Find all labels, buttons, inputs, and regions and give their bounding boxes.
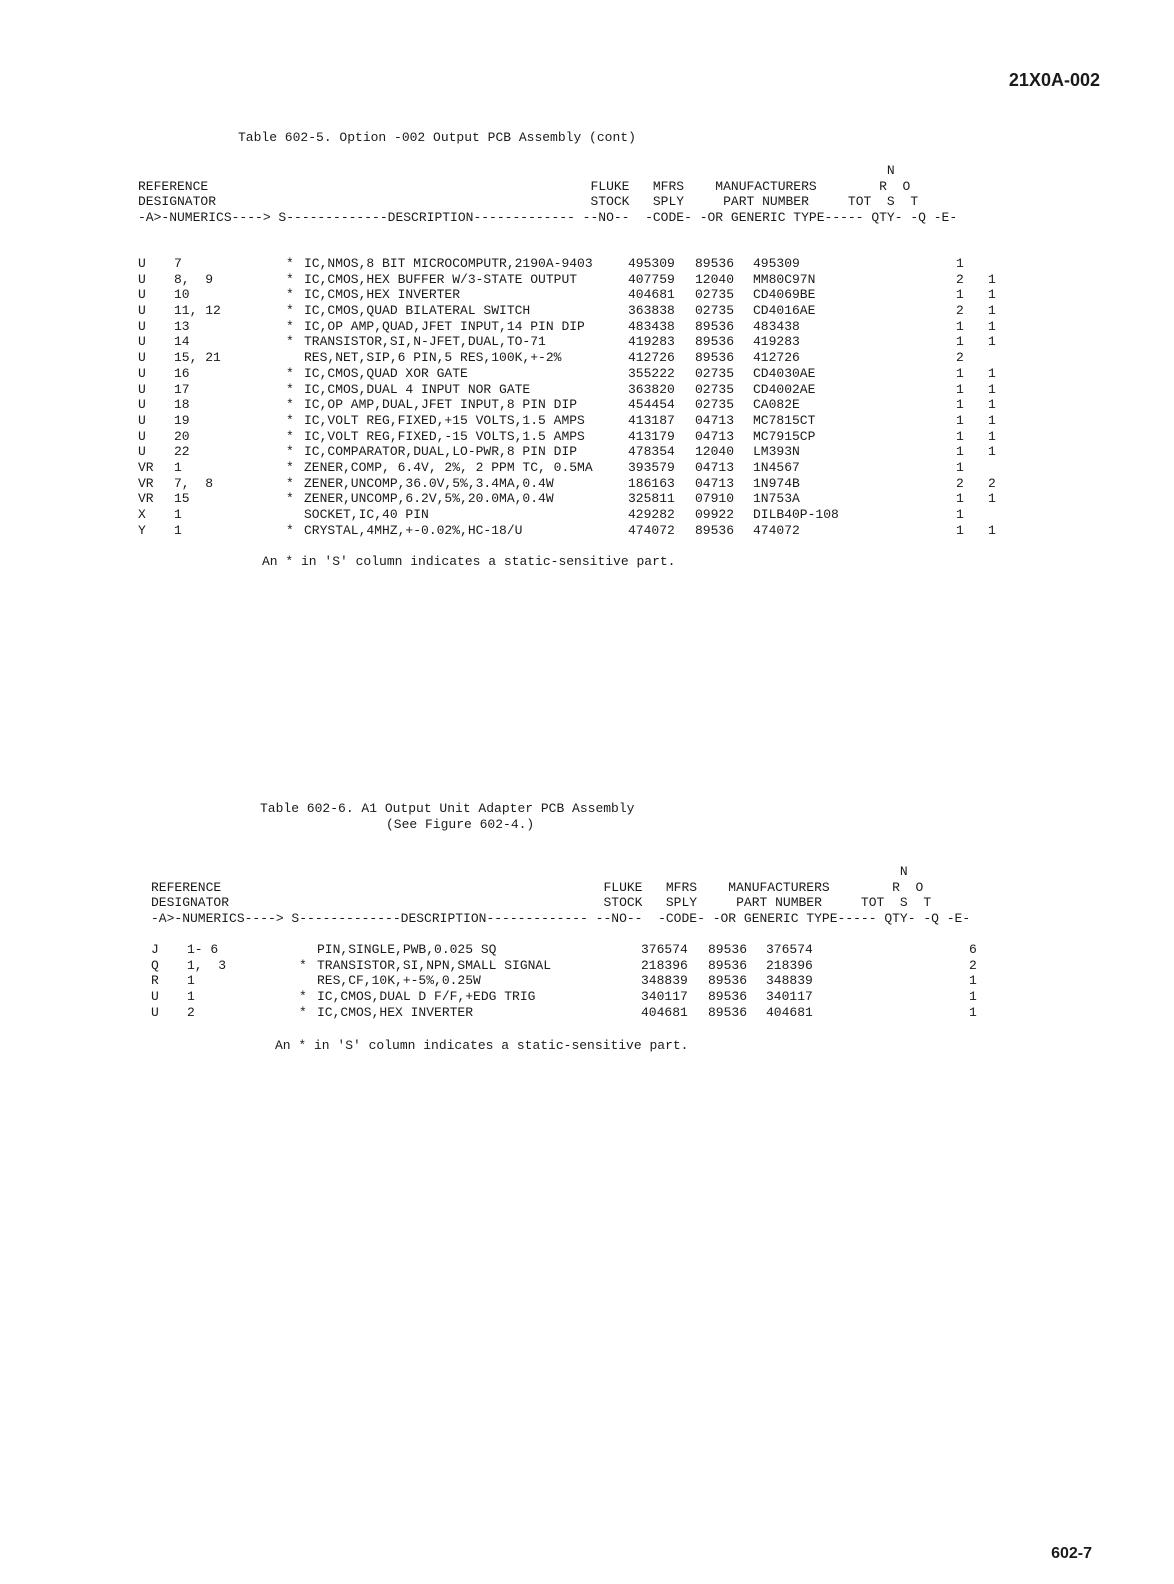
cell-s: *: [286, 459, 294, 475]
cell-qty: 1: [956, 444, 964, 460]
cell-qty: 1: [956, 412, 964, 428]
cell-stock: 478354: [628, 444, 675, 460]
cell-num: 2: [187, 1004, 195, 1020]
cell-qty: 1: [956, 381, 964, 397]
cell-stock: 348839: [641, 973, 688, 989]
cell-code: 89536: [708, 989, 748, 1005]
cell-num: 17: [174, 381, 190, 397]
cell-ref: U: [138, 271, 146, 287]
cell-qty: 1: [956, 318, 964, 334]
cell-rsq: 2: [988, 475, 996, 491]
cell-part: 404681: [766, 1004, 813, 1020]
cell-ref: X: [138, 507, 146, 522]
cell-s: *: [286, 444, 294, 460]
cell-ref: U: [138, 303, 146, 319]
cell-code: 09922: [695, 507, 735, 522]
cell-stock: 495309: [628, 256, 675, 271]
table-row: [138, 397, 1038, 413]
cell-rsq: 1: [988, 397, 996, 413]
cell-code: 89536: [695, 334, 735, 350]
table-row: [138, 334, 1038, 350]
cell-part: MM80C97N: [753, 271, 816, 287]
table-row: [138, 319, 1038, 335]
cell-code: 89536: [695, 256, 735, 271]
cell-s: *: [286, 381, 294, 397]
cell-s: *: [286, 491, 294, 507]
cell-desc: IC,CMOS,HEX INVERTER: [304, 287, 461, 303]
cell-qty: 1: [956, 287, 964, 303]
cell-ref: U: [138, 444, 146, 460]
cell-stock: 404681: [641, 1004, 688, 1020]
cell-num: 1: [174, 459, 182, 475]
cell-num: 7, 8: [174, 475, 214, 491]
cell-part: 483438: [753, 318, 800, 334]
cell-code: 02735: [695, 397, 735, 413]
cell-s: *: [299, 989, 307, 1005]
cell-rsq: 1: [988, 444, 996, 460]
table-row: [138, 303, 1038, 319]
cell-ref: U: [138, 397, 146, 413]
cell-part: 340117: [766, 989, 813, 1005]
cell-stock: 413187: [628, 412, 675, 428]
cell-qty: 1: [956, 522, 964, 538]
cell-ref: U: [138, 428, 146, 444]
cell-num: 11, 12: [174, 303, 221, 319]
cell-ref: VR: [138, 475, 154, 491]
cell-rsq: 1: [988, 271, 996, 287]
cell-stock: 454454: [628, 397, 675, 413]
cell-part: 1N974B: [753, 475, 800, 491]
cell-stock: 419283: [628, 334, 675, 350]
cell-s: *: [299, 1004, 307, 1020]
cell-s: *: [286, 271, 294, 287]
cell-s: *: [286, 522, 294, 538]
table-row: [151, 942, 1051, 958]
table6-body: [151, 942, 1051, 1020]
cell-s: *: [286, 256, 294, 271]
table6-note: An * in 'S' column indicates a static-sensitive part.: [275, 1038, 689, 1053]
cell-part: 348839: [766, 973, 813, 989]
table6-title: Table 602-6. A1 Output Unit Adapter PCB Assembly: [260, 801, 635, 816]
cell-desc: RES,NET,SIP,6 PIN,5 RES,100K,+-2%: [304, 350, 562, 366]
cell-part: 474072: [753, 522, 800, 538]
cell-part: MC7815CT: [753, 412, 816, 428]
cell-num: 14: [174, 334, 190, 350]
cell-part: CD4069BE: [753, 287, 816, 303]
cell-qty: 1: [956, 428, 964, 444]
page-number: 602-7: [1051, 1545, 1092, 1562]
cell-desc: SOCKET,IC,40 PIN: [304, 507, 429, 522]
table5-header: [138, 163, 957, 226]
cell-num: 16: [174, 365, 190, 381]
cell-desc: RES,CF,10K,+-5%,0.25W: [317, 973, 481, 989]
table-row: [138, 523, 1038, 539]
cell-desc: TRANSISTOR,SI,N-JFET,DUAL,TO-71: [304, 334, 546, 350]
table-row: [151, 1005, 1051, 1021]
cell-rsq: 1: [988, 428, 996, 444]
table-header-line: -A>-NUMERICS----> S-------------DESCRIPTION------------- --NO-- -CODE- -OR GENERIC TYPE----- QTY- -Q -E-: [151, 911, 971, 927]
table-header-line: DESIGNATOR STOCK SPLY PART NUMBER TOT S T: [151, 895, 932, 911]
table-header-line: REFERENCE FLUKE MFRS MANUFACTURERS R O: [138, 178, 911, 194]
cell-num: 1- 6: [187, 942, 219, 957]
cell-stock: 474072: [628, 522, 675, 538]
cell-ref: U: [138, 350, 146, 366]
table-row: [138, 413, 1038, 429]
cell-code: 12040: [695, 444, 735, 460]
cell-desc: ZENER,UNCOMP,6.2V,5%,20.0MA,0.4W: [304, 491, 554, 507]
cell-ref: U: [138, 256, 146, 271]
cell-qty: 6: [969, 942, 977, 957]
cell-part: 1N4567: [753, 459, 800, 475]
cell-part: 412726: [753, 350, 800, 366]
cell-qty: 1: [956, 334, 964, 350]
cell-s: *: [286, 428, 294, 444]
cell-part: 419283: [753, 334, 800, 350]
cell-desc: CRYSTAL,4MHZ,+-0.02%,HC-18/U: [304, 522, 523, 538]
cell-num: 7: [174, 256, 182, 271]
table-row: [138, 350, 1038, 366]
cell-part: 376574: [766, 942, 813, 957]
cell-qty: 2: [956, 303, 964, 319]
cell-stock: 363838: [628, 303, 675, 319]
cell-stock: 483438: [628, 318, 675, 334]
cell-desc: IC,CMOS,DUAL 4 INPUT NOR GATE: [304, 381, 531, 397]
cell-qty: 1: [956, 256, 964, 271]
table-header-line: N: [138, 163, 895, 178]
cell-ref: U: [138, 381, 146, 397]
cell-num: 19: [174, 412, 190, 428]
cell-part: CD4030AE: [753, 365, 816, 381]
cell-qty: 1: [969, 973, 977, 989]
cell-code: 02735: [695, 303, 735, 319]
cell-desc: IC,OP AMP,DUAL,JFET INPUT,8 PIN DIP: [304, 397, 578, 413]
cell-desc: ZENER,UNCOMP,36.0V,5%,3.4MA,0.4W: [304, 475, 554, 491]
cell-qty: 1: [956, 459, 964, 475]
cell-desc: IC,CMOS,HEX INVERTER: [317, 1004, 474, 1020]
table-row: [138, 491, 1038, 507]
table-row: [151, 958, 1051, 974]
cell-code: 04713: [695, 412, 735, 428]
cell-ref: J: [151, 942, 159, 957]
cell-rsq: 1: [988, 522, 996, 538]
cell-part: LM393N: [753, 444, 800, 460]
cell-s: *: [286, 318, 294, 334]
table5-body: [138, 256, 1038, 538]
table-row: [138, 429, 1038, 445]
cell-stock: 407759: [628, 271, 675, 287]
cell-rsq: 1: [988, 303, 996, 319]
cell-ref: U: [138, 287, 146, 303]
cell-stock: 363820: [628, 381, 675, 397]
cell-desc: ZENER,COMP, 6.4V, 2%, 2 PPM TC, 0.5MA: [304, 459, 593, 475]
cell-num: 8, 9: [174, 271, 214, 287]
cell-desc: IC,NMOS,8 BIT MICROCOMPUTR,2190A-9403: [304, 256, 593, 271]
table-row: [138, 272, 1038, 288]
cell-num: 15, 21: [174, 350, 221, 366]
table-row: [138, 256, 1038, 272]
cell-num: 15: [174, 491, 190, 507]
cell-stock: 218396: [641, 957, 688, 973]
cell-s: *: [286, 365, 294, 381]
cell-ref: R: [151, 973, 159, 989]
cell-s: *: [286, 397, 294, 413]
table-header-line: N: [151, 864, 908, 879]
cell-part: 218396: [766, 957, 813, 973]
cell-desc: TRANSISTOR,SI,NPN,SMALL SIGNAL: [317, 957, 552, 973]
cell-code: 89536: [708, 957, 748, 973]
cell-code: 04713: [695, 459, 735, 475]
cell-ref: VR: [138, 459, 154, 475]
cell-desc: PIN,SINGLE,PWB,0.025 SQ: [317, 942, 497, 957]
table-row: [138, 366, 1038, 382]
cell-part: 495309: [753, 256, 800, 271]
cell-num: 1, 3: [187, 957, 227, 973]
cell-desc: IC,COMPARATOR,DUAL,LO-PWR,8 PIN DIP: [304, 444, 578, 460]
cell-stock: 393579: [628, 459, 675, 475]
cell-num: 10: [174, 287, 190, 303]
table-row: [138, 287, 1038, 303]
table-row: [138, 460, 1038, 476]
cell-num: 1: [174, 522, 182, 538]
cell-qty: 2: [956, 271, 964, 287]
cell-part: DILB40P-108: [753, 507, 839, 522]
cell-qty: 1: [956, 507, 964, 522]
table-header-line: REFERENCE FLUKE MFRS MANUFACTURERS R O: [151, 879, 924, 895]
cell-ref: U: [138, 334, 146, 350]
cell-code: 89536: [695, 522, 735, 538]
cell-part: MC7915CP: [753, 428, 816, 444]
cell-qty: 1: [956, 365, 964, 381]
cell-stock: 413179: [628, 428, 675, 444]
table-row: [138, 476, 1038, 492]
table6-header: [151, 864, 970, 927]
table-row: [138, 507, 1038, 523]
cell-ref: Y: [138, 522, 146, 538]
cell-rsq: 1: [988, 491, 996, 507]
cell-num: 18: [174, 397, 190, 413]
cell-qty: 2: [969, 957, 977, 973]
cell-rsq: 1: [988, 287, 996, 303]
cell-part: CD4016AE: [753, 303, 816, 319]
cell-code: 04713: [695, 428, 735, 444]
cell-ref: Q: [151, 957, 159, 973]
cell-qty: 1: [956, 397, 964, 413]
cell-stock: 376574: [641, 942, 688, 957]
cell-code: 02735: [695, 287, 735, 303]
cell-part: CA082E: [753, 397, 800, 413]
table5-note: An * in 'S' column indicates a static-sensitive part.: [262, 554, 676, 569]
cell-qty: 1: [969, 989, 977, 1005]
table-row: [151, 989, 1051, 1005]
cell-s: *: [286, 334, 294, 350]
cell-num: 1: [187, 973, 195, 989]
cell-part: CD4002AE: [753, 381, 816, 397]
cell-stock: 404681: [628, 287, 675, 303]
cell-s: *: [299, 957, 307, 973]
cell-num: 1: [174, 507, 182, 522]
cell-stock: 429282: [628, 507, 675, 522]
cell-s: *: [286, 412, 294, 428]
cell-code: 89536: [695, 318, 735, 334]
table-row: [138, 444, 1038, 460]
cell-desc: IC,VOLT REG,FIXED,+15 VOLTS,1.5 AMPS: [304, 412, 585, 428]
cell-rsq: 1: [988, 365, 996, 381]
table6-subtitle: (See Figure 602-4.): [386, 817, 535, 832]
cell-rsq: 1: [988, 412, 996, 428]
cell-s: *: [286, 287, 294, 303]
cell-ref: U: [138, 365, 146, 381]
table-header-line: DESIGNATOR STOCK SPLY PART NUMBER TOT S T: [138, 194, 919, 210]
cell-num: 13: [174, 318, 190, 334]
cell-desc: IC,CMOS,HEX BUFFER W/3-STATE OUTPUT: [304, 271, 578, 287]
cell-rsq: 1: [988, 318, 996, 334]
cell-num: 1: [187, 989, 195, 1005]
cell-code: 07910: [695, 491, 735, 507]
cell-desc: IC,OP AMP,QUAD,JFET INPUT,14 PIN DIP: [304, 318, 585, 334]
cell-ref: U: [151, 989, 159, 1005]
cell-num: 20: [174, 428, 190, 444]
cell-qty: 2: [956, 350, 964, 366]
cell-code: 89536: [708, 1004, 748, 1020]
cell-desc: IC,CMOS,QUAD XOR GATE: [304, 365, 468, 381]
cell-s: *: [286, 303, 294, 319]
table-header-line: -A>-NUMERICS----> S-------------DESCRIPTION------------- --NO-- -CODE- -OR GENERIC TYPE----- QTY- -Q -E-: [138, 210, 958, 226]
table5-title: Table 602-5. Option -002 Output PCB Assembly (cont): [238, 130, 636, 145]
cell-code: 04713: [695, 475, 735, 491]
cell-qty: 1: [956, 491, 964, 507]
cell-desc: IC,CMOS,DUAL D F/F,+EDG TRIG: [317, 989, 536, 1005]
cell-rsq: 1: [988, 381, 996, 397]
cell-stock: 412726: [628, 350, 675, 366]
cell-code: 12040: [695, 271, 735, 287]
cell-ref: VR: [138, 491, 154, 507]
cell-ref: U: [138, 318, 146, 334]
cell-stock: 325811: [628, 491, 675, 507]
document-id: 21X0A-002: [1008, 70, 1100, 90]
cell-qty: 2: [956, 475, 964, 491]
cell-s: *: [286, 475, 294, 491]
cell-rsq: 1: [988, 334, 996, 350]
cell-ref: U: [138, 412, 146, 428]
table-row: [138, 382, 1038, 398]
cell-stock: 355222: [628, 365, 675, 381]
cell-stock: 186163: [628, 475, 675, 491]
cell-desc: IC,CMOS,QUAD BILATERAL SWITCH: [304, 303, 531, 319]
cell-ref: U: [151, 1004, 159, 1020]
cell-part: 1N753A: [753, 491, 800, 507]
cell-qty: 1: [969, 1004, 977, 1020]
cell-code: 89536: [708, 973, 748, 989]
cell-code: 89536: [708, 942, 748, 957]
cell-stock: 340117: [641, 989, 688, 1005]
cell-code: 89536: [695, 350, 735, 366]
cell-desc: IC,VOLT REG,FIXED,-15 VOLTS,1.5 AMPS: [304, 428, 585, 444]
cell-code: 02735: [695, 365, 735, 381]
cell-num: 22: [174, 444, 190, 460]
cell-code: 02735: [695, 381, 735, 397]
table-row: [151, 973, 1051, 989]
